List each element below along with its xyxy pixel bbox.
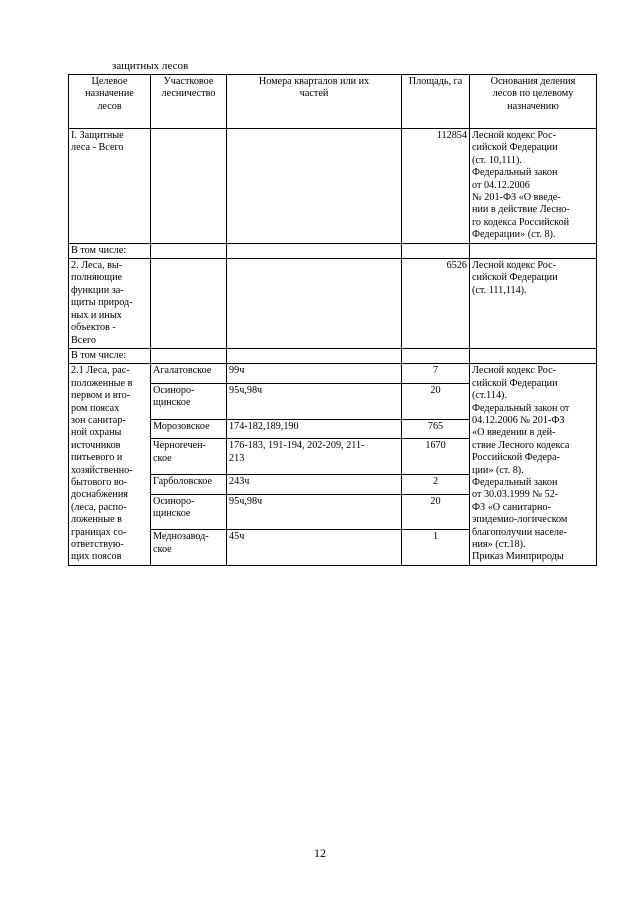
area-cell: 2 xyxy=(402,474,470,494)
district-cell: Агалатовское xyxy=(151,364,227,384)
row-forests2-area: 6526 xyxy=(402,259,470,349)
district-cell: Осиноро- щинское xyxy=(151,494,227,530)
district-cell: Гарболовское xyxy=(151,474,227,494)
table-row xyxy=(69,259,597,349)
area-cell: 765 xyxy=(402,419,470,439)
quarters-cell: 95ч,98ч xyxy=(227,494,402,530)
table-row xyxy=(69,129,597,244)
area-cell: 1 xyxy=(402,530,470,566)
quarters-cell: 99ч xyxy=(227,364,402,384)
row-total-area: 112854 xyxy=(402,129,470,244)
header-purpose: Целевое назначение лесов xyxy=(69,75,151,129)
table-row xyxy=(69,348,597,363)
forest-table xyxy=(68,74,597,566)
quarters-cell: 243ч xyxy=(227,474,402,494)
row-total-basis: Лесной кодекс Рос- сийской Федерации (ст. 10,111). Федеральный закон от 04.12.2006 № 201-ФЗ «О введе- нии в действие Лесно- го кодекса Российской Федерации» (ст. 8). xyxy=(470,129,597,244)
row-21-basis: Лесной кодекс Рос- сийской Федерации (ст.114). Федеральный закон от 04.12.2006 № 201-ФЗ «О введении в дей- ствие Лесного кодекса Российской Федера- ции» (ст. 8). Федеральный закон от 30.03.1999 № 52- ФЗ «О санитарно- эпидемио-логическом благополучии населе- ния» (ст.18). Приказ Минприроды xyxy=(470,364,597,566)
area-cell: 1670 xyxy=(402,439,470,475)
quarters-cell: 95ч,98ч xyxy=(227,384,402,420)
area-cell: 20 xyxy=(402,384,470,420)
header-row xyxy=(69,75,597,129)
area-cell: 20 xyxy=(402,494,470,530)
district-cell: Осиноро- щинское xyxy=(151,384,227,420)
table-caption: защитных лесов xyxy=(112,60,189,72)
quarters-cell: 45ч xyxy=(227,530,402,566)
including-label: В том числе: xyxy=(69,348,151,363)
district-cell: Морозовское xyxy=(151,419,227,439)
row-forests2-purpose: 2. Леса, вы- полняющие функции за- щиты природ- ных и иных объектов - Всего xyxy=(69,259,151,349)
header-quarters: Номера кварталов или их частей xyxy=(227,75,402,129)
page-number: 12 xyxy=(314,846,326,860)
including-label: В том числе: xyxy=(69,243,151,258)
district-cell: Чернorечен- ское xyxy=(151,439,227,475)
row-total-purpose: I. Защитные леса - Всего xyxy=(69,129,151,244)
table-row xyxy=(69,243,597,258)
area-cell: 7 xyxy=(402,364,470,384)
table-row xyxy=(69,364,597,384)
district-cell: Меднозавод- ское xyxy=(151,530,227,566)
quarters-cell: 174-182,189,190 xyxy=(227,419,402,439)
header-basis: Основания деления лесов по целевому назначению xyxy=(470,75,597,129)
row-21-purpose: 2.1 Леса, рас- положенные в первом и вто- ром поясах зон санитар- ной охраны источников питьевого и хозяйственно- бытового во- доснабжения (леса, распо- ложенные в границах со- ответствую- щих поясов xyxy=(69,364,151,566)
header-district: Участковое лесничество xyxy=(151,75,227,129)
row-forests2-basis: Лесной кодекс Рос- сийской Федерации (ст. 111,114). xyxy=(470,259,597,349)
header-area: Площадь, га xyxy=(402,75,470,129)
quarters-cell: 176-183, 191-194, 202-209, 211- 213 xyxy=(227,439,402,475)
